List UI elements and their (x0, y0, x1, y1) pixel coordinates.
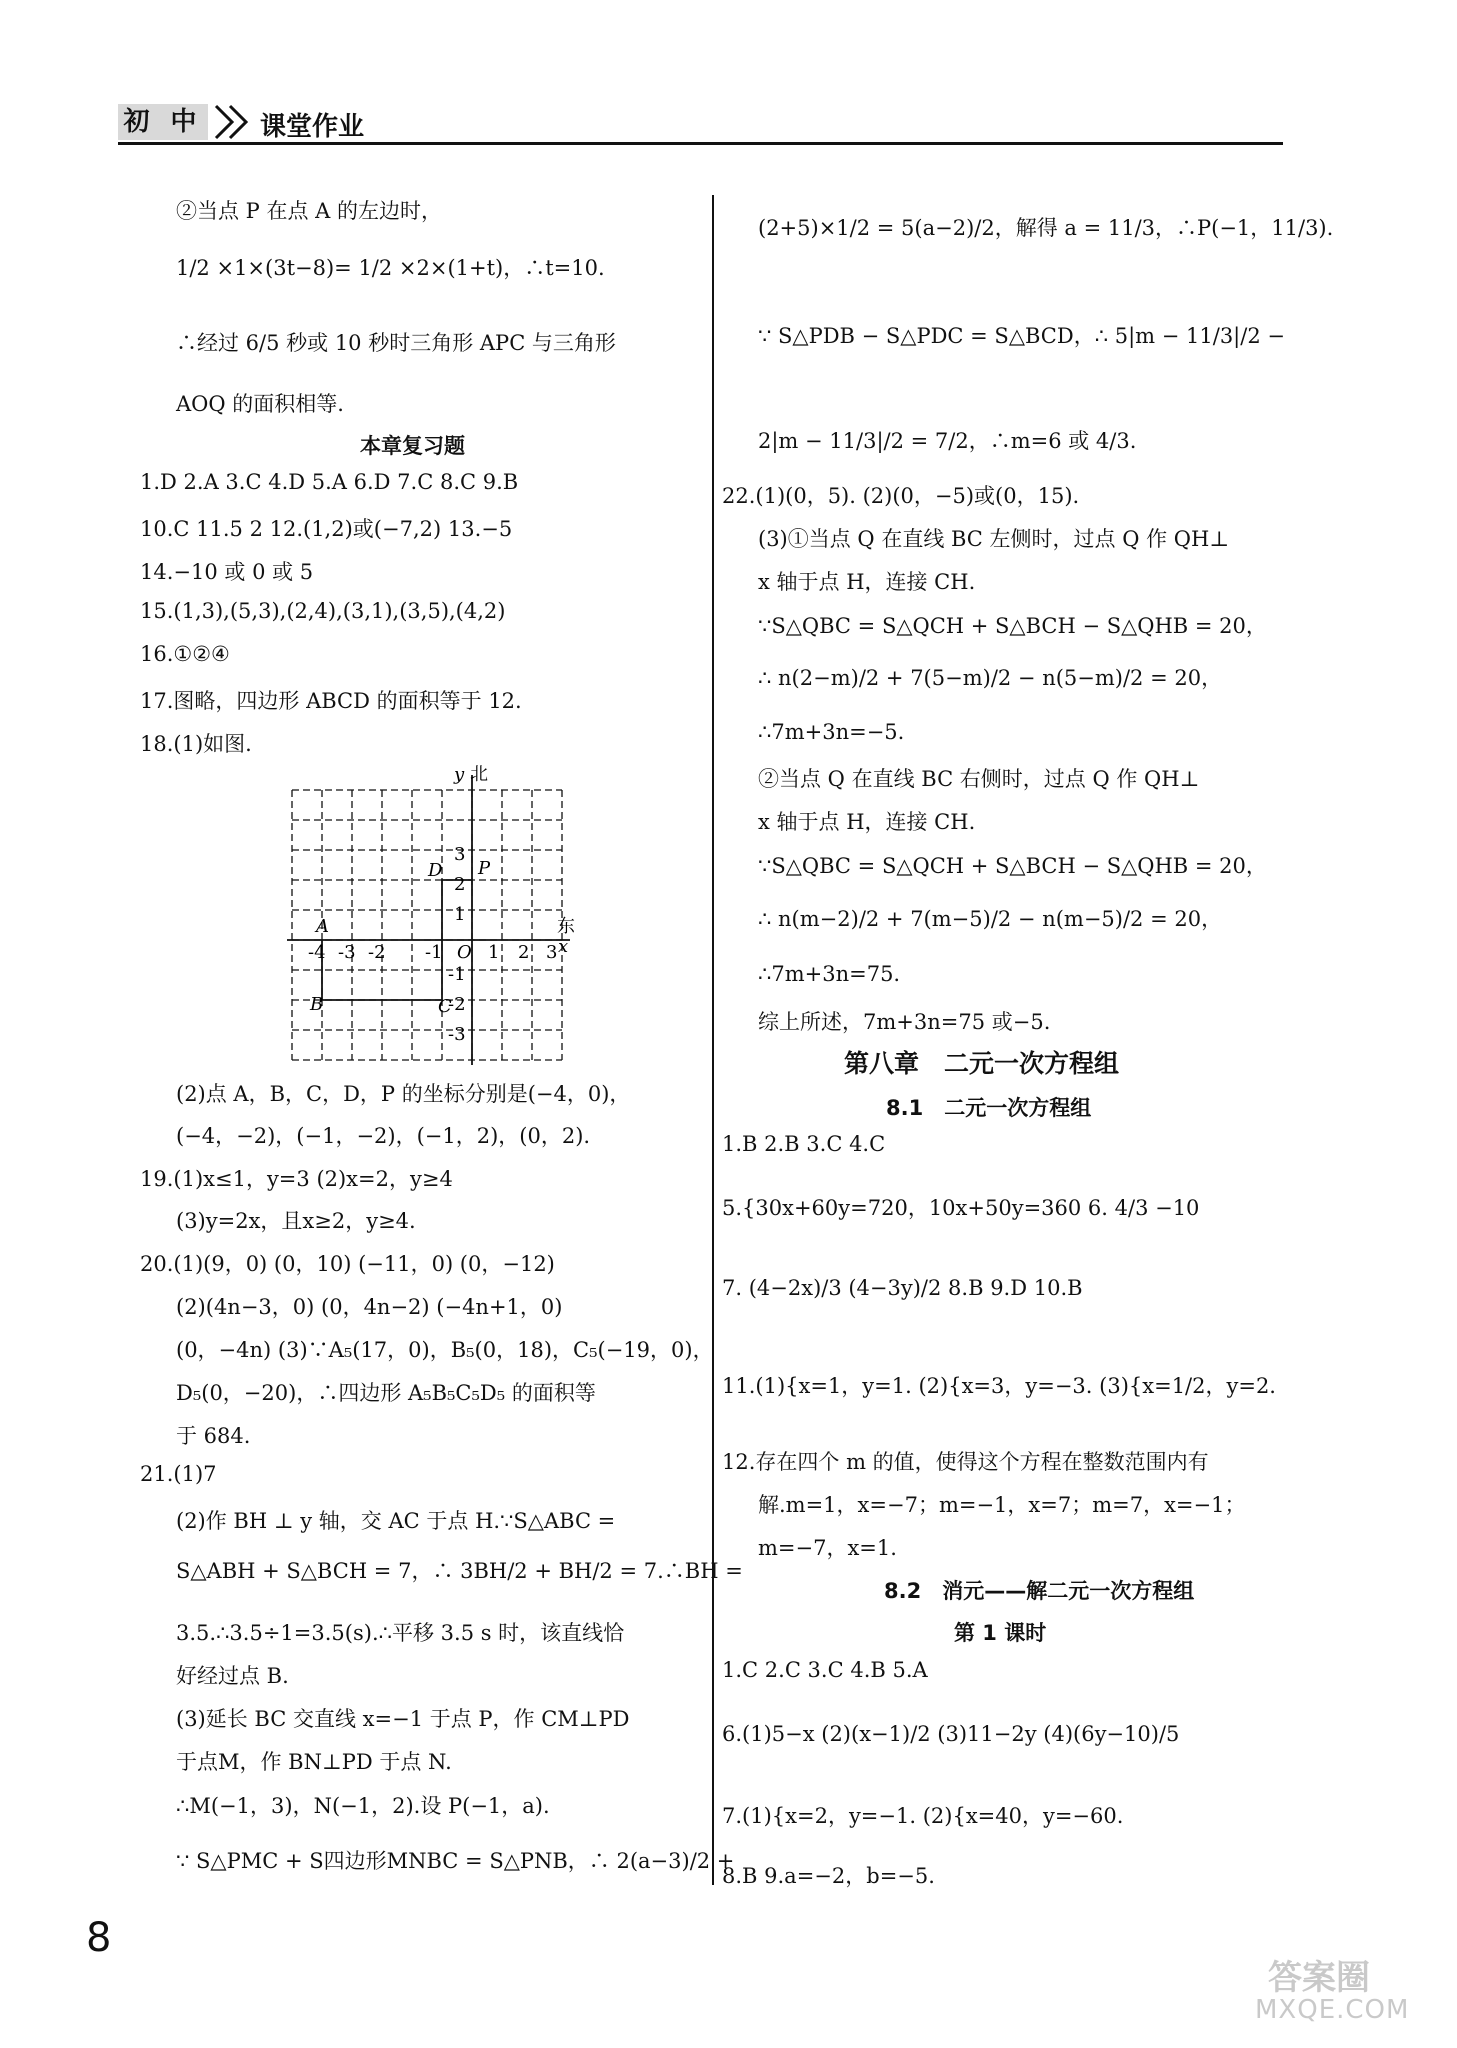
right-column (714, 0, 1457, 2048)
answer-line: 14.−10 或 0 或 5 (140, 560, 314, 584)
answer-line: ∵S△QBC = S△QCH + S△BCH − S△QHB = 20， (758, 854, 1267, 878)
answer-line: (3)y=2x，且x≥2，y≥4. (176, 1209, 416, 1233)
answer-line: 12.存在四个 m 的值，使得这个方程在整数范围内有 (722, 1450, 1209, 1474)
x-tick: -3 (338, 942, 356, 963)
x-tick: 2 (518, 942, 530, 963)
answer-line: 3.5.∴3.5÷1=3.5(s).∴平移 3.5 s 时，该直线恰 (176, 1621, 625, 1645)
point-label: P (478, 858, 491, 879)
answer-line: 17.图略，四边形 ABCD 的面积等于 12. (140, 689, 522, 713)
answer-line: 21.(1)7 (140, 1462, 217, 1486)
answer-line: (2+5)×1/2 = 5(a−2)/2，解得 a = 11/3，∴P(−1，11/3). (758, 216, 1334, 240)
watermark-url: MXQE.COM (1255, 1995, 1410, 2025)
answer-line: AOQ 的面积相等. (176, 392, 344, 416)
answer-line: x 轴于点 H，连接 CH. (758, 810, 976, 834)
answer-line: 10.C 11.5 2 12.(1,2)或(−7,2) 13.−5 (140, 517, 513, 541)
east-label: 东 (557, 916, 575, 937)
answer-line: (3)延长 BC 交直线 x=−1 于点 P，作 CM⊥PD (176, 1707, 630, 1731)
answer-line: 11.(1){x=1，y=1. (2){x=3，y=−3. (3){x=1/2，y=2. (722, 1374, 1276, 1398)
coordinate-grid-figure (282, 760, 582, 1065)
point-label: B (310, 994, 324, 1015)
y-tick: -1 (448, 964, 466, 985)
answer-line: 18.(1)如图. (140, 732, 252, 756)
answer-line: 8.B 9.a=−2，b=−5. (722, 1864, 935, 1888)
answer-line: ∴ n(2−m)/2 + 7(5−m)/2 − n(5−m)/2 = 20， (758, 666, 1223, 690)
lesson-title: 第 1 课时 (954, 1621, 1047, 1645)
watermark-logo: 答案圈 (1268, 1958, 1370, 1998)
answer-line: x 轴于点 H，连接 CH. (758, 570, 976, 594)
x-tick: -4 (308, 942, 326, 963)
answer-line: (3)①当点 Q 在直线 BC 左侧时，过点 Q 作 QH⊥ (758, 527, 1230, 551)
answer-line: 7. (4−2x)/3 (4−3y)/2 8.B 9.D 10.B (722, 1276, 1083, 1300)
y-tick: -3 (448, 1024, 466, 1045)
answer-line: 好经过点 B. (176, 1664, 289, 1688)
answer-line: ∴7m+3n=−5. (758, 720, 905, 744)
answer-line: ②当点 Q 在直线 BC 右侧时，过点 Q 作 QH⊥ (758, 767, 1200, 791)
answer-line: (−4，−2)，(−1，−2)，(−1，2)，(0，2). (176, 1124, 591, 1148)
answer-line: 综上所述，7m+3n=75 或−5. (758, 1010, 1051, 1034)
y-tick: 2 (454, 874, 466, 895)
y-tick: 1 (454, 904, 466, 925)
book-title: 课堂作业 (260, 112, 365, 142)
answer-line: 6.(1)5−x (2)(x−1)/2 (3)11−2y (4)(6y−10)/5 (722, 1722, 1180, 1746)
answer-line: ∴7m+3n=75. (758, 962, 901, 986)
answer-line: 1.B 2.B 3.C 4.C (722, 1132, 886, 1156)
answer-line: 5.{30x+60y=720，10x+50y=360 6. 4/3 −10 (722, 1196, 1200, 1220)
answer-line: ∵ S△PMC + S四边形MNBC = S△PNB，∴ 2(a−3)/2 + (176, 1849, 735, 1873)
answer-line: 1.C 2.C 3.C 4.B 5.A (722, 1658, 928, 1682)
answer-line: m=−7，x=1. (758, 1536, 897, 1560)
north-label: 北 (470, 764, 488, 785)
section-title: 本章复习题 (360, 434, 465, 458)
answer-line: 19.(1)x≤1，y=3 (2)x=2，y≥4 (140, 1167, 453, 1191)
level-badge: 初 中 (118, 104, 208, 140)
answer-line: 于 684. (176, 1424, 251, 1448)
answer-line: 7.(1){x=2，y=−1. (2){x=40，y=−60. (722, 1804, 1124, 1828)
x-tick: -2 (368, 942, 386, 963)
section-title: 8.1 二元一次方程组 (886, 1096, 1092, 1120)
answer-line: D₅(0，−20)，∴四边形 A₅B₅C₅D₅ 的面积等 (176, 1381, 596, 1405)
y-tick: -2 (448, 994, 466, 1015)
answer-line: 22.(1)(0，5). (2)(0，−5)或(0，15). (722, 484, 1080, 508)
answer-line: ∴经过 6/5 秒或 10 秒时三角形 APC 与三角形 (176, 331, 616, 355)
point-label: D (428, 860, 443, 881)
answer-line: 2|m − 11/3|/2 = 7/2，∴m=6 或 4/3. (758, 429, 1137, 453)
y-axis-label: y (454, 764, 465, 785)
answer-line: 1.D 2.A 3.C 4.D 5.A 6.D 7.C 8.C 9.B (140, 470, 519, 494)
answer-line: ∴ n(m−2)/2 + 7(m−5)/2 − n(m−5)/2 = 20， (758, 907, 1223, 931)
x-tick: 3 (546, 942, 558, 963)
page-number: 8 (86, 1915, 112, 1961)
answer-line: 16.①②④ (140, 642, 230, 666)
answer-line: ∴M(−1，3)，N(−1，2).设 P(−1，a). (176, 1794, 550, 1818)
origin-label: O (457, 942, 472, 963)
answer-line: ∵S△QBC = S△QCH + S△BCH − S△QHB = 20， (758, 614, 1267, 638)
chapter-title: 第八章 二元一次方程组 (844, 1049, 1120, 1078)
x-axis-label: x (558, 936, 569, 957)
answer-line: (2)(4n−3，0) (0，4n−2) (−4n+1，0) (176, 1295, 563, 1319)
section-title: 8.2 消元——解二元一次方程组 (884, 1579, 1195, 1603)
answer-line: 解.m=1，x=−7；m=−1，x=7；m=7，x=−1； (758, 1493, 1246, 1517)
answer-line: ∵ S△PDB − S△PDC = S△BCD，∴ 5|m − 11/3|/2 − (758, 324, 1285, 348)
x-tick: -1 (425, 942, 443, 963)
x-tick: 1 (488, 942, 500, 963)
answer-line: 20.(1)(9，0) (0，10) (−11，0) (0，−12) (140, 1252, 555, 1276)
answer-line: ②当点 P 在点 A 的左边时， (176, 199, 442, 223)
answer-line: (2)作 BH ⊥ y 轴，交 AC 于点 H.∵S△ABC = (176, 1509, 616, 1533)
answer-line: S△ABH + S△BCH = 7，∴ 3BH/2 + BH/2 = 7.∴BH = (176, 1559, 743, 1583)
answer-line: 1/2 ×1×(3t−8)= 1/2 ×2×(1+t)，∴t=10. (176, 256, 605, 280)
y-tick: 3 (454, 844, 466, 865)
point-label: C (438, 996, 452, 1017)
answer-line: (0，−4n) (3)∵A₅(17，0)，B₅(0，18)，C₅(−19，0)， (176, 1338, 714, 1362)
point-label: A (316, 916, 329, 937)
answer-line: (2)点 A，B，C，D，P 的坐标分别是(−4，0)， (176, 1082, 631, 1106)
answer-line: 15.(1,3),(5,3),(2,4),(3,1),(3,5),(4,2) (140, 599, 506, 623)
answer-line: 于点M，作 BN⊥PD 于点 N. (176, 1750, 452, 1774)
